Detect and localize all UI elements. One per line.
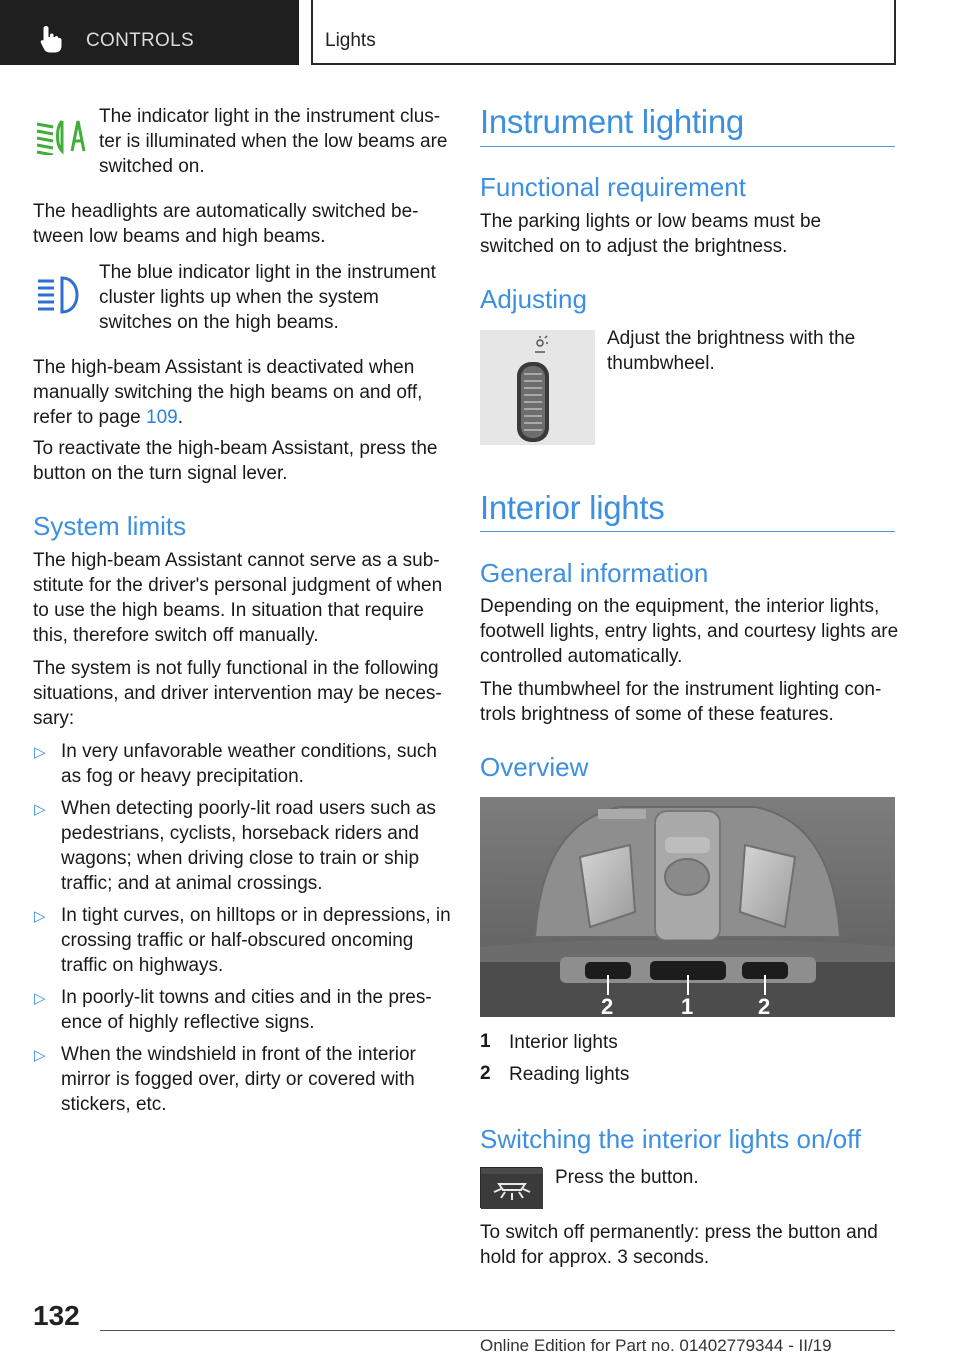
switch-off-text: To switch off permanently: press the button and hold for approx. 3 seconds. [480, 1222, 878, 1268]
adjusting-heading: Adjusting [480, 284, 587, 314]
switching-text: Press the button. [555, 1167, 699, 1188]
edition-note: Online Edition for Part no. 01402779344 - II/19 [480, 1336, 832, 1355]
bullet-triangle-icon: ▷ [34, 801, 46, 818]
instrument-lighting-heading: Instrument lighting [480, 103, 744, 140]
deactivated-paragraph [33, 355, 453, 430]
bullet-item: In poorly-lit towns and cities and in the pres-ence of highly reflective signs. [61, 987, 432, 1033]
page-reference-link[interactable]: 109 [146, 407, 178, 428]
thumbwheel-icon [480, 330, 595, 445]
general-paragraph-1: Depending on the equipment, the interior lights, footwell lights, entry lights, and courtesy lights are controlled automatically. [480, 596, 899, 667]
bullet-item: When detecting poorly-lit road users such as pedestrians, cyclists, horseback riders and wagons; when driving close to train or ship traffic; and at animal crossings. [61, 798, 436, 894]
high-beam-indicator-icon [36, 276, 86, 314]
legend-label: Reading lights [509, 1064, 630, 1085]
bullet-triangle-icon: ▷ [34, 1047, 46, 1064]
legend-number: 1 [480, 1031, 491, 1052]
deactivated-text-end: . [177, 407, 184, 428]
general-information-heading: General information [480, 558, 709, 588]
switching-heading: Switching the interior lights on/off [480, 1124, 862, 1154]
overview-heading: Overview [480, 752, 589, 782]
high-beam-text: The blue indicator light in the instrument cluster lights up when the system switches on the high beams. [99, 262, 436, 333]
adjusting-text: Adjust the brightness with the thumbwheel. [607, 328, 856, 374]
general-paragraph-2: The thumbwheel for the instrument lighting con-trols brightness of some of these features. [480, 679, 882, 725]
interior-light-icon [481, 1168, 543, 1209]
reactivate-text: To reactivate the high-beam Assistant, press the button on the turn signal lever. [33, 438, 438, 484]
header-chapter-title: Lights [325, 30, 376, 51]
system-limits-heading: System limits [33, 511, 187, 541]
thumbwheel-image [480, 330, 595, 445]
low-beam-text: The indicator light in the instrument clus-ter is illuminated when the low beams are switched on. [99, 106, 448, 177]
heading-rule [480, 146, 895, 147]
bullet-item: When the windshield in front of the interior mirror is fogged over, dirty or covered with stickers, etc. [61, 1044, 416, 1115]
functional-requirement-heading: Functional requirement [480, 172, 746, 202]
page-number: 132 [33, 1300, 80, 1331]
footer-rule [100, 1330, 895, 1331]
legend-label: Interior lights [509, 1032, 618, 1053]
callout-label: 2 [758, 994, 771, 1017]
functional-text: The parking lights or low beams must be switched on to adjust the brightness. [480, 211, 822, 257]
auto-switch-text: The headlights are automatically switched be-tween low beams and high beams. [33, 201, 419, 247]
bullet-triangle-icon: ▷ [34, 908, 46, 925]
limits-paragraph-2: The system is not fully functional in the following situations, and driver intervention may be neces-sary: [33, 658, 442, 729]
interior-light-button-image [480, 1167, 542, 1208]
callout-label: 1 [681, 994, 694, 1017]
callout-label: 2 [601, 994, 614, 1017]
overview-photo [480, 797, 895, 1017]
heading-rule [480, 531, 895, 532]
bullet-item: In tight curves, on hilltops or in depressions, in crossing traffic or half-obscured oncoming traffic on highways. [61, 905, 451, 976]
limits-paragraph-1: The high-beam Assistant cannot serve as a sub-stitute for the driver's personal judgment of when to use the high beams. In situation that require this, therefore switch off manually. [33, 550, 443, 646]
interior-lights-heading: Interior lights [480, 489, 665, 526]
legend-number: 2 [480, 1063, 491, 1084]
bullet-triangle-icon: ▷ [34, 990, 46, 1007]
deactivated-text: The high-beam Assistant is deactivated when manually switching the high beams on and off, refer to page [33, 357, 423, 428]
overhead-console-illustration [480, 797, 895, 1017]
header-section-title: CONTROLS [86, 30, 194, 51]
bullet-item: In very unfavorable weather conditions, such as fog or heavy precipitation. [61, 741, 437, 787]
bullet-triangle-icon: ▷ [34, 744, 46, 761]
header-chapter-tab [311, 0, 896, 65]
low-beam-indicator-icon [36, 117, 86, 155]
hand-pointer-icon [36, 24, 66, 54]
